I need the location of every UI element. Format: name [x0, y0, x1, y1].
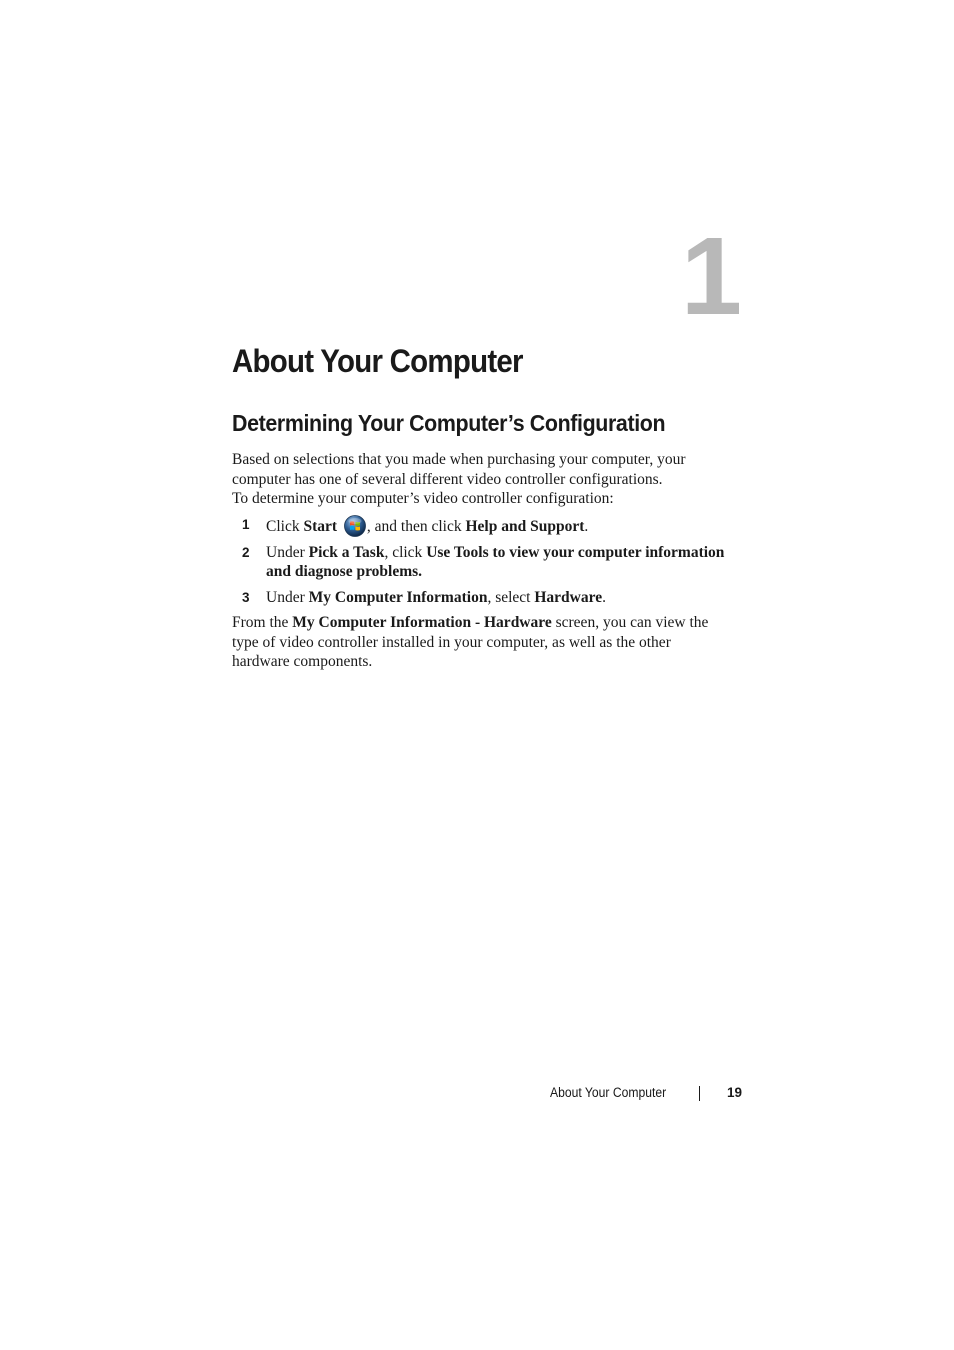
ui-term-help-and-support: Help and Support: [465, 517, 585, 535]
ui-term-hardware: Hardware: [534, 588, 603, 606]
closing-text: screen, you can view the type of video controller installed in your computer, as well as the other hardware components.: [232, 614, 709, 670]
intro-instruction: To determine your computer’s video controller configuration:: [232, 490, 614, 507]
ui-term-use-tools: Use Tools to view your computer information and diagnose problems.: [266, 543, 725, 580]
step-number: 1: [242, 516, 250, 532]
section-title: Determining Your Computer’s Configuration: [232, 410, 666, 436]
windows-start-orb-icon: [344, 515, 366, 537]
closing-paragraph: [232, 613, 732, 672]
steps-list: [232, 515, 732, 608]
step-number: 3: [242, 589, 250, 605]
step-text: , and then click: [366, 517, 466, 535]
ui-term-start: Start: [303, 517, 338, 535]
step-text: , select: [487, 588, 535, 606]
ui-term-pick-a-task: Pick a Task: [308, 543, 385, 561]
intro-paragraph: Based on selections that you made when purchasing your computer, your computer has one of several different video controller configurations.: [232, 451, 686, 488]
ui-term-hardware-screen: My Computer Information - Hardware: [292, 614, 552, 631]
step-text: , click: [384, 543, 427, 561]
step-text: Under: [266, 543, 309, 561]
footer-chapter-label: About Your Computer: [550, 1085, 667, 1100]
step-text: .: [602, 588, 606, 606]
page-content: [232, 340, 732, 672]
step-text: Click: [266, 517, 304, 535]
page-footer: [550, 1083, 742, 1103]
page-number: 19: [726, 1085, 742, 1100]
chapter-number: 1: [680, 215, 738, 338]
step-2: [232, 543, 732, 582]
step-1: [232, 515, 732, 537]
step-number: 2: [242, 544, 250, 560]
footer-separator: [699, 1086, 700, 1101]
step-text: .: [584, 517, 589, 535]
step-text: Under: [266, 588, 309, 606]
step-3: [232, 588, 732, 608]
closing-text: From the: [232, 614, 293, 631]
ui-term-my-computer-information: My Computer Information: [308, 588, 488, 606]
chapter-title: About Your Computer: [232, 343, 523, 379]
